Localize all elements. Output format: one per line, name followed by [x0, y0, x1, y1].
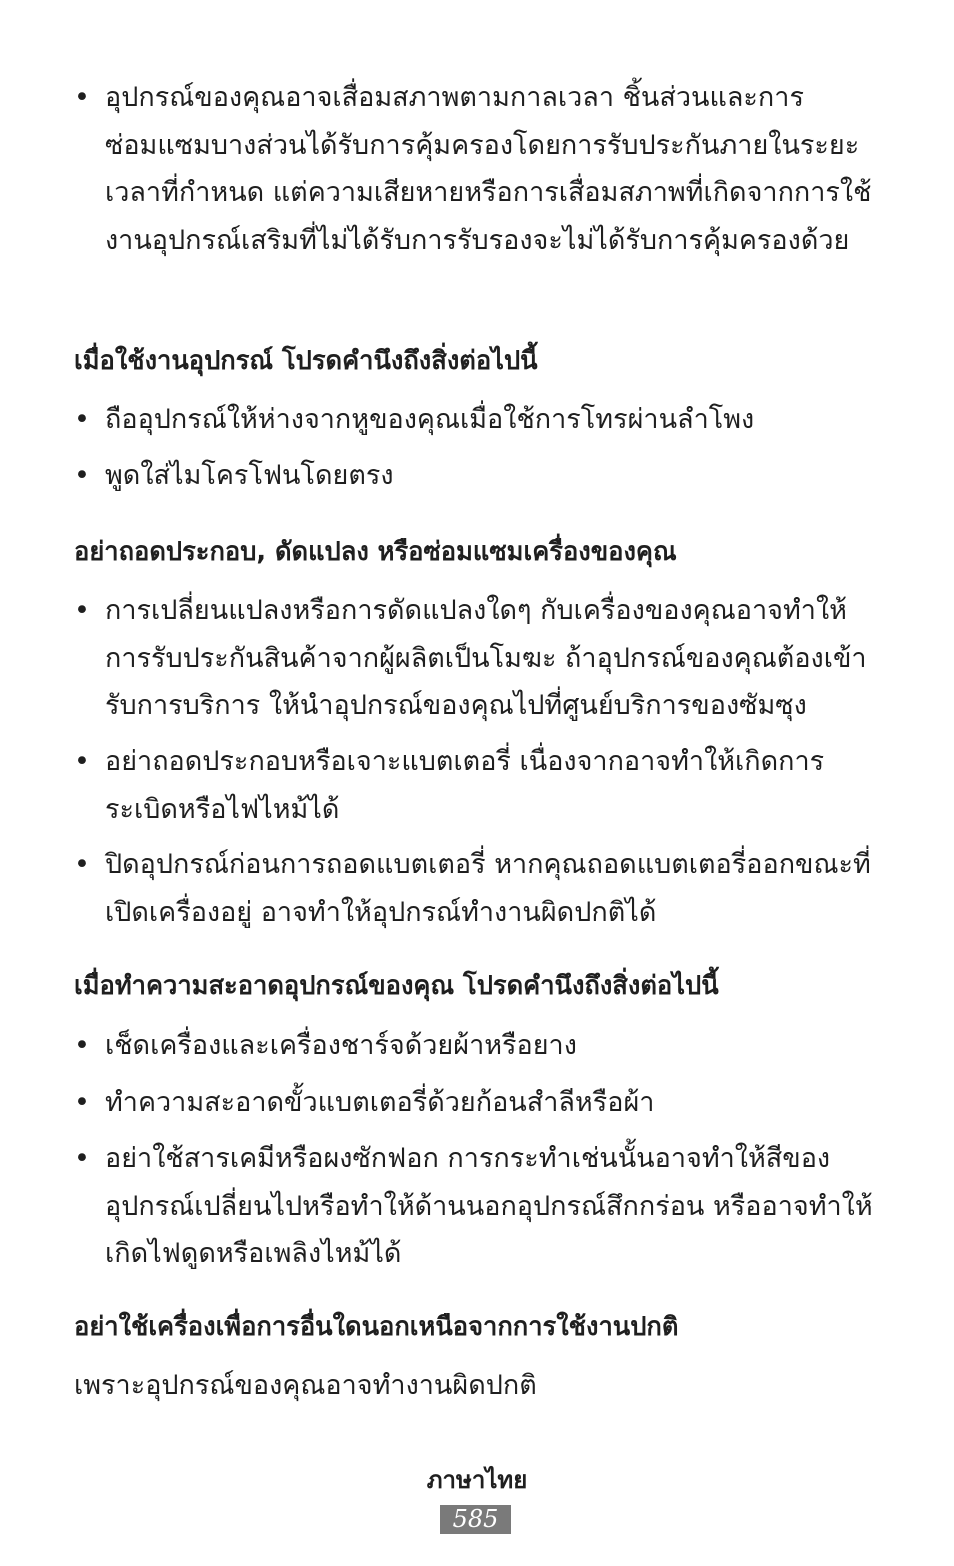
bullet-text: อย่าถอดประกอบหรือเจาะแบตเตอรี่ เนื่องจากอาจทำให้เกิดการระเบิดหรือไฟไหม้ได้ [105, 746, 825, 825]
bullet-text: อุปกรณ์ของคุณอาจเสื่อมสภาพตามกาลเวลา ชิ้นส่วนและการซ่อมแซมบางส่วนได้รับการคุ้มครองโดยการรับประกันภายในระยะเวลาที่กำหนด แต่ความเสียหายหรือการเสื่อมสภาพที่เกิดจากการใช้งานอุปกรณ์เสริมที่ไม่ได้รับการรับรองจะไม่ได้รับการคุ้มครองด้วย [105, 82, 872, 256]
bullet-dot: • [74, 1030, 90, 1061]
bullet-dot: • [74, 82, 90, 113]
bullet-text: อย่าใช้สารเคมีหรือผงซักฟอก การกระทำเช่นนั้นอาจทำให้สีของอุปกรณ์เปลี่ยนไปหรือทำให้ด้านนอกอุปกรณ์สึกกร่อน หรืออาจทำให้เกิดไฟดูดหรือเพลิงไหม้ได้ [105, 1143, 873, 1269]
bullet-text: พูดใส่ไมโครโฟนโดยตรง [105, 460, 394, 491]
section-heading: เมื่อทำความสะอาดอุปกรณ์ของคุณ โปรดคำนึงถึงสิ่งต่อไปนี้ [74, 971, 719, 1001]
section-heading: อย่าใช้เครื่องเพื่อการอื่นใดนอกเหนือจากการใช้งานปกติ [74, 1312, 679, 1342]
section-heading: เมื่อใช้งานอุปกรณ์ โปรดคำนึงถึงสิ่งต่อไปนี้ [74, 346, 538, 376]
bullet-text: เช็ดเครื่องและเครื่องชาร์จด้วยผ้าหรือยาง [105, 1030, 577, 1061]
bullet-dot: • [74, 404, 90, 435]
bullet-dot: • [74, 1143, 90, 1174]
bullet-text: ถืออุปกรณ์ให้ห่างจากหูของคุณเมื่อใช้การโทรผ่านลำโพง [105, 404, 755, 435]
bullet-dot: • [74, 1087, 90, 1118]
bullet-dot: • [74, 595, 90, 626]
bullet-dot: • [74, 849, 90, 880]
section-heading: อย่าถอดประกอบ, ดัดแปลง หรือซ่อมแซมเครื่องของคุณ [74, 537, 677, 567]
bullet-text: ปิดอุปกรณ์ก่อนการถอดแบตเตอรี่ หากคุณถอดแบตเตอรี่ออกขณะที่เปิดเครื่องอยู่ อาจทำให้อุปกรณ์ทำงานผิดปกติได้ [105, 849, 871, 928]
footer-language-label: ภาษาไทย [426, 1466, 528, 1494]
page-number-badge: 585 [440, 1505, 511, 1534]
bullet-dot: • [74, 746, 90, 777]
bullet-text: การเปลี่ยนแปลงหรือการดัดแปลงใดๆ กับเครื่องของคุณอาจทำให้การรับประกันสินค้าจากผู้ผลิตเป็นโมฆะ ถ้าอุปกรณ์ของคุณต้องเข้ารับการบริการ ให้นำอุปกรณ์ของคุณไปที่ศูนย์บริการของซัมซุง [105, 595, 867, 721]
bullet-dot: • [74, 460, 90, 491]
bullet-text: ทำความสะอาดขั้วแบตเตอรี่ด้วยก้อนสำลีหรือผ้า [105, 1087, 655, 1118]
body-paragraph: เพราะอุปกรณ์ของคุณอาจทำงานผิดปกติ [74, 1370, 537, 1401]
